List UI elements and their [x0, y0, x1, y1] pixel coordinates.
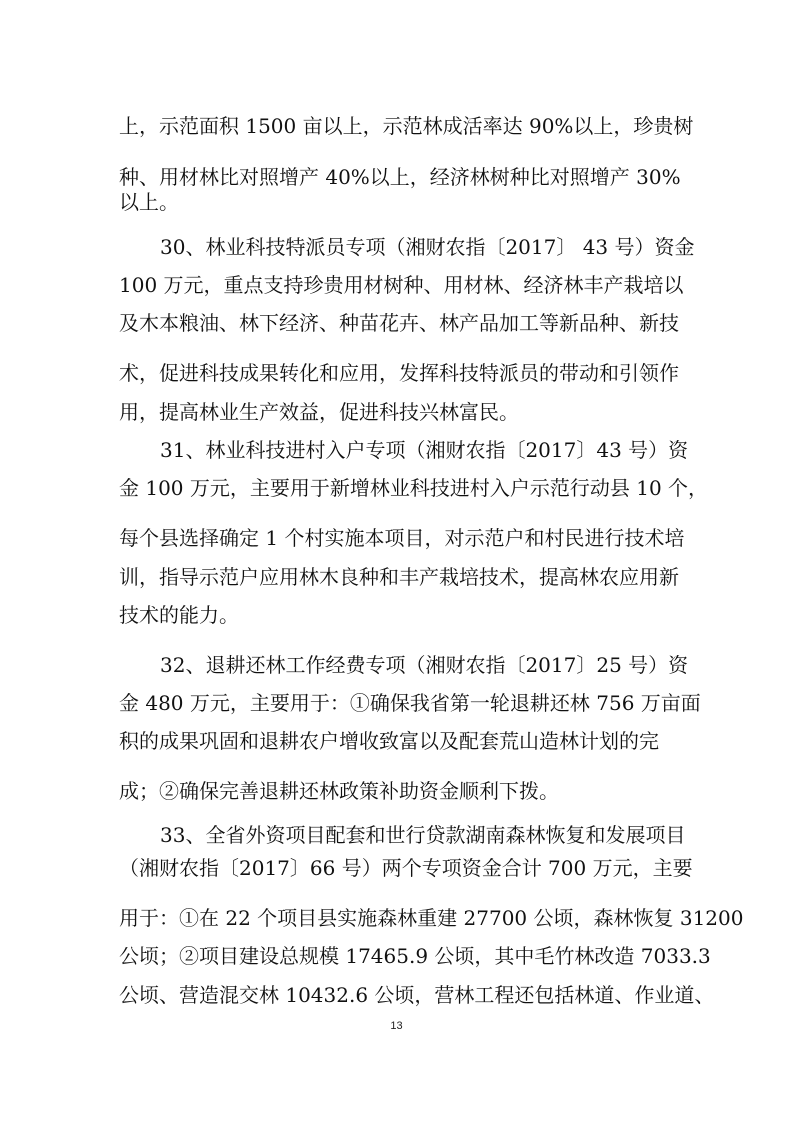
text-line: 种、用材林比对照增产 40%以上，经济林树种比对照增产 30% — [119, 165, 681, 189]
text-line: 及木本粮油、林下经济、种苗花卉、林产品加工等新品种、新技 — [119, 311, 679, 335]
text-line: 积的成果巩固和退耕农户增收致富以及配套荒山造林计划的完 — [119, 729, 659, 753]
text-line: 成；②确保完善退耕还林政策补助资金顺利下拨。 — [119, 779, 559, 803]
text-line: 以上。 — [119, 190, 179, 214]
text-line: 用于：①在 22 个项目县实施森林重建 27700 公顷，森林恢复 31200 — [119, 906, 744, 930]
text-line: （湘财农指〔2017〕66 号）两个专项资金合计 700 万元，主要 — [119, 856, 693, 880]
text-line: 100 万元，重点支持珍贵用材树种、用材林、经济林丰产栽培以 — [119, 273, 684, 297]
text-line: 公顷；②项目建设总规模 17465.9 公顷，其中毛竹林改造 7033.3 — [119, 944, 711, 968]
text-line: 用，提高林业生产效益，促进科技兴林富民。 — [119, 400, 519, 424]
paragraph-32-first-line: 32、退耕还林工作经费专项（湘财农指〔2017〕25 号）资 — [160, 653, 689, 677]
paragraph-30-first-line: 30、林业科技特派员专项（湘财农指〔2017〕 43 号）资金 — [160, 235, 695, 259]
paragraph-31-first-line: 31、林业科技进村入户专项（湘财农指〔2017〕43 号）资 — [160, 438, 689, 462]
text-line: 金 100 万元，主要用于新增林业科技进村入户示范行动县 10 个， — [119, 476, 709, 500]
text-line: 术，促进科技成果转化和应用，发挥科技特派员的带动和引领作 — [119, 361, 679, 385]
text-line: 训，指导示范户应用林木良种和丰产栽培技术，提高林农应用新 — [119, 565, 679, 589]
paragraph-33-first-line: 33、全省外资项目配套和世行贷款湖南森林恢复和发展项目 — [160, 823, 686, 847]
text-line: 公顷、营造混交林 10432.6 公顷，营林工程还包括林道、作业道、 — [119, 983, 715, 1007]
text-line: 每个县选择确定 1 个村实施本项目，对示范户和村民进行技术培 — [119, 526, 685, 550]
text-line: 金 480 万元，主要用于：①确保我省第一轮退耕还林 756 万亩面 — [119, 691, 701, 715]
text-line: 上，示范面积 1500 亩以上，示范林成活率达 90%以上，珍贵树 — [119, 114, 694, 138]
page-number: 13 — [390, 1020, 403, 1032]
text-line: 技术的能力。 — [119, 603, 239, 627]
